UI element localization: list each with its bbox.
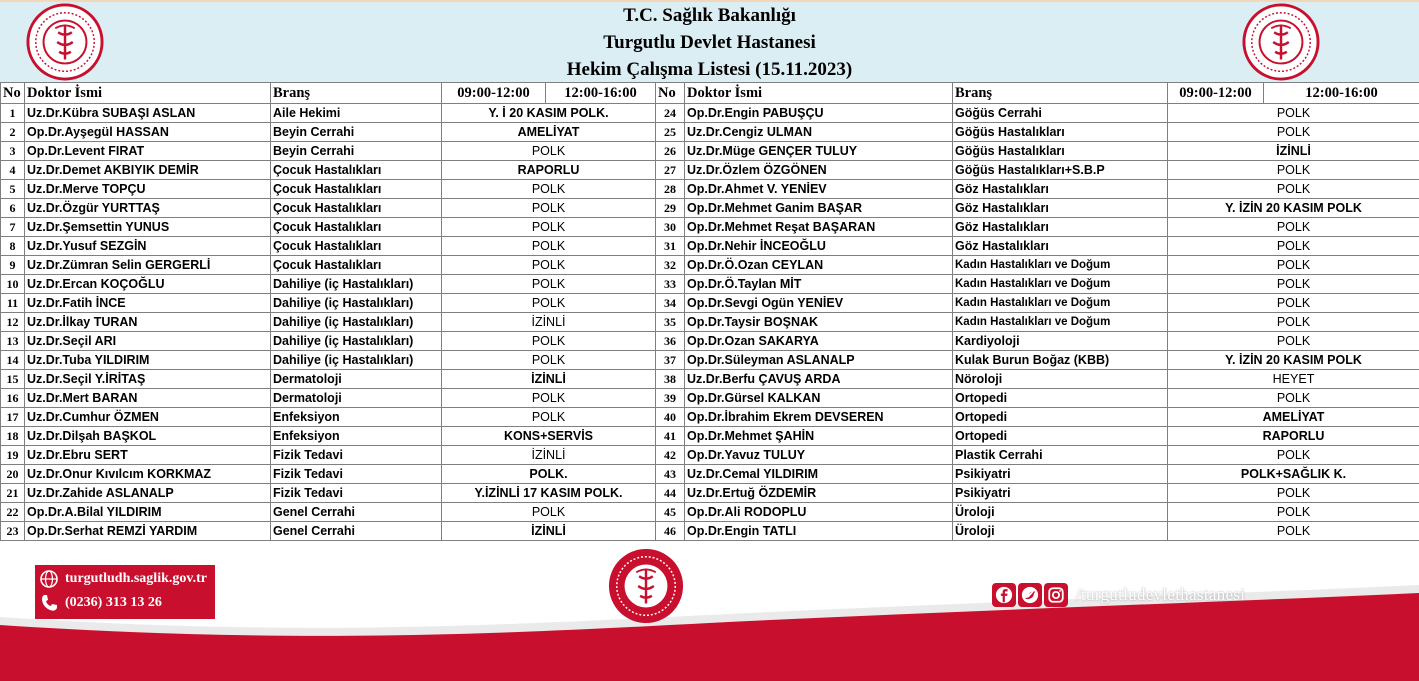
row-number: 11 [1, 294, 25, 313]
row-number: 3 [1, 142, 25, 161]
doctor-name: Op.Dr.Ali RODOPLU [685, 503, 953, 522]
shift-status: POLK [1168, 275, 1419, 294]
branch-name: Dahiliye (iç Hastalıkları) [271, 332, 442, 351]
shift-status: POLK [1168, 484, 1419, 503]
doctor-name: Uz.Dr.Zümran Selin GERGERLİ [25, 256, 271, 275]
doctor-name: Op.Dr.Mehmet Reşat BAŞARAN [685, 218, 953, 237]
row-number: 31 [656, 237, 685, 256]
row-number: 42 [656, 446, 685, 465]
shift-status: POLK [1168, 446, 1419, 465]
table-row [1, 142, 1419, 161]
row-number: 30 [656, 218, 685, 237]
row-number: 46 [656, 522, 685, 541]
table-row [1, 104, 1419, 123]
shift-status: POLK [1168, 161, 1419, 180]
shift-status: HEYET [1168, 370, 1419, 389]
doctor-name: Op.Dr.Ayşegül HASSAN [25, 123, 271, 142]
table-row [1, 351, 1419, 370]
shift-status: POLK [442, 332, 656, 351]
branch-name: Dermatoloji [271, 389, 442, 408]
shift-status: POLK [442, 218, 656, 237]
row-number: 15 [1, 370, 25, 389]
shift-status: POLK [442, 294, 656, 313]
shift-status: KONS+SERVİS [442, 427, 656, 446]
table-row [1, 123, 1419, 142]
branch-name: Dahiliye (iç Hastalıkları) [271, 294, 442, 313]
shift-status: POLK [442, 275, 656, 294]
branch-name: Çocuk Hastalıkları [271, 199, 442, 218]
table-row [1, 446, 1419, 465]
branch-name: Çocuk Hastalıkları [271, 180, 442, 199]
table-row [1, 484, 1419, 503]
branch-name: Üroloji [953, 503, 1168, 522]
doctor-name: Uz.Dr.Mert BARAN [25, 389, 271, 408]
table-row [1, 370, 1419, 389]
branch-name: Psikiyatri [953, 465, 1168, 484]
table-row [1, 408, 1419, 427]
list-title: Hekim Çalışma Listesi (15.11.2023) [566, 59, 853, 80]
doctor-name: Op.Dr.Levent FIRAT [25, 142, 271, 161]
branch-name: Çocuk Hastalıkları [271, 237, 442, 256]
social-handle[interactable]: /turgutludevlethastanesi [1076, 585, 1246, 604]
row-number: 36 [656, 332, 685, 351]
branch-name: Kadın Hastalıkları ve Doğum [953, 313, 1168, 332]
doctor-name: Op.Dr.Gürsel KALKAN [685, 389, 953, 408]
row-number: 23 [1, 522, 25, 541]
table-row [1, 218, 1419, 237]
doctor-name: Op.Dr.A.Bilal YILDIRIM [25, 503, 271, 522]
shift-status: POLK [1168, 237, 1419, 256]
row-number: 35 [656, 313, 685, 332]
row-number: 6 [1, 199, 25, 218]
shift-status: POLK [1168, 256, 1419, 275]
doctor-name: Op.Dr.Ö.Taylan MİT [685, 275, 953, 294]
col-morning-left: 09:00-12:00 [442, 83, 546, 104]
branch-name: Plastik Cerrahi [953, 446, 1168, 465]
contact-box [35, 565, 215, 619]
shift-status: POLK+SAĞLIK K. [1168, 465, 1419, 484]
table-row [1, 180, 1419, 199]
doctor-name: Op.Dr.Taysir BOŞNAK [685, 313, 953, 332]
table-row [1, 465, 1419, 484]
table-row [1, 427, 1419, 446]
branch-name: Göz Hastalıkları [953, 180, 1168, 199]
instagram-icon[interactable] [1044, 583, 1068, 607]
doctor-name: Uz.Dr.Berfu ÇAVUŞ ARDA [685, 370, 953, 389]
doctor-name: Uz.Dr.Özgür YURTTAŞ [25, 199, 271, 218]
doctor-name: Op.Dr.Engin TATLI [685, 522, 953, 541]
branch-name: Beyin Cerrahi [271, 142, 442, 161]
doctor-name: Op.Dr.Serhat REMZİ YARDIM [25, 522, 271, 541]
branch-name: Beyin Cerrahi [271, 123, 442, 142]
branch-name: Göz Hastalıkları [953, 237, 1168, 256]
table-row [1, 313, 1419, 332]
facebook-icon[interactable] [992, 583, 1016, 607]
col-branch-right: Branş [953, 83, 1168, 104]
branch-name: Fizik Tedavi [271, 484, 442, 503]
col-doctor-left: Doktor İsmi [25, 83, 271, 104]
doctor-name: Uz.Dr.Ercan KOÇOĞLU [25, 275, 271, 294]
doctor-name: Uz.Dr.Cemal YILDIRIM [685, 465, 953, 484]
shift-status: AMELİYAT [1168, 408, 1419, 427]
col-afternoon-right: 12:00-16:00 [1264, 83, 1419, 104]
shift-status: POLK [442, 256, 656, 275]
table-row [1, 332, 1419, 351]
row-number: 8 [1, 237, 25, 256]
col-branch-left: Branş [271, 83, 442, 104]
branch-name: Göz Hastalıkları [953, 218, 1168, 237]
shift-status: RAPORLU [1168, 427, 1419, 446]
table-row [1, 256, 1419, 275]
row-number: 5 [1, 180, 25, 199]
doctor-name: Op.Dr.Mehmet Ganim BAŞAR [685, 199, 953, 218]
col-morning-right: 09:00-12:00 [1168, 83, 1264, 104]
branch-name: Ortopedi [953, 427, 1168, 446]
shift-status: POLK [442, 142, 656, 161]
branch-name: Göğüs Hastalıkları [953, 142, 1168, 161]
doctor-name: Uz.Dr.Fatih İNCE [25, 294, 271, 313]
table-row [1, 237, 1419, 256]
col-no-left: No [1, 83, 25, 104]
shift-status: POLK [442, 351, 656, 370]
row-number: 7 [1, 218, 25, 237]
ministry-title: T.C. Sağlık Bakanlığı [623, 5, 796, 26]
shift-status: POLK. [442, 465, 656, 484]
col-doctor-right: Doktor İsmi [685, 83, 953, 104]
shift-status: İZİNLİ [1168, 142, 1419, 161]
shift-status: POLK [1168, 313, 1419, 332]
doctor-name: Op.Dr.Ozan SAKARYA [685, 332, 953, 351]
phone-icon [39, 593, 59, 613]
branch-name: Göğüs Hastalıkları [953, 123, 1168, 142]
shift-status: POLK [1168, 294, 1419, 313]
col-afternoon-left: 12:00-16:00 [546, 83, 656, 104]
row-number: 17 [1, 408, 25, 427]
shift-status: POLK [1168, 180, 1419, 199]
shift-status: POLK [442, 503, 656, 522]
website-row [39, 569, 207, 589]
table-row [1, 294, 1419, 313]
shift-status: POLK [1168, 332, 1419, 351]
row-number: 44 [656, 484, 685, 503]
row-number: 10 [1, 275, 25, 294]
row-number: 21 [1, 484, 25, 503]
row-number: 26 [656, 142, 685, 161]
branch-name: Çocuk Hastalıkları [271, 161, 442, 180]
branch-name: Nöroloji [953, 370, 1168, 389]
branch-name: Genel Cerrahi [271, 522, 442, 541]
ministry-seal-footer [607, 547, 685, 625]
row-number: 32 [656, 256, 685, 275]
row-number: 9 [1, 256, 25, 275]
doctor-name: Uz.Dr.Cengiz ULMAN [685, 123, 953, 142]
doctor-name: Op.Dr.Süleyman ASLANALP [685, 351, 953, 370]
shift-status: İZİNLİ [442, 446, 656, 465]
row-number: 34 [656, 294, 685, 313]
row-number: 38 [656, 370, 685, 389]
header-top-line [0, 0, 1419, 2]
branch-name: Genel Cerrahi [271, 503, 442, 522]
doctor-name: Uz.Dr.Ebru SERT [25, 446, 271, 465]
branch-name: Fizik Tedavi [271, 465, 442, 484]
doctor-name: Op.Dr.Yavuz TULUY [685, 446, 953, 465]
shift-status: İZİNLİ [442, 522, 656, 541]
doctor-name: Op.Dr.Engin PABUŞÇU [685, 104, 953, 123]
row-number: 41 [656, 427, 685, 446]
branch-name: Dahiliye (iç Hastalıkları) [271, 313, 442, 332]
row-number: 1 [1, 104, 25, 123]
shift-status: POLK [442, 237, 656, 256]
shift-status: POLK [1168, 503, 1419, 522]
table-row [1, 275, 1419, 294]
shift-status: Y.İZİNLİ 17 KASIM POLK. [442, 484, 656, 503]
branch-name: Kadın Hastalıkları ve Doğum [953, 275, 1168, 294]
row-number: 22 [1, 503, 25, 522]
doctor-name: Uz.Dr.Seçil ARI [25, 332, 271, 351]
social-links [992, 583, 1245, 607]
shift-status: POLK [442, 389, 656, 408]
branch-name: Göz Hastalıkları [953, 199, 1168, 218]
doctor-name: Uz.Dr.Yusuf SEZGİN [25, 237, 271, 256]
globe-icon [39, 569, 59, 589]
row-number: 20 [1, 465, 25, 484]
row-number: 19 [1, 446, 25, 465]
table-row [1, 161, 1419, 180]
row-number: 14 [1, 351, 25, 370]
shift-status: RAPORLU [442, 161, 656, 180]
row-number: 4 [1, 161, 25, 180]
footer [0, 545, 1419, 681]
table-row [1, 503, 1419, 522]
row-number: 39 [656, 389, 685, 408]
doctor-name: Op.Dr.Sevgi Ogün YENİEV [685, 294, 953, 313]
shift-status: POLK [442, 408, 656, 427]
row-number: 13 [1, 332, 25, 351]
branch-name: Kadın Hastalıkları ve Doğum [953, 256, 1168, 275]
shift-status: POLK [442, 180, 656, 199]
shift-status: POLK [1168, 389, 1419, 408]
shift-status: POLK [1168, 522, 1419, 541]
branch-name: Dahiliye (iç Hastalıkları) [271, 351, 442, 370]
branch-name: Kadın Hastalıkları ve Doğum [953, 294, 1168, 313]
doctor-name: Uz.Dr.Dilşah BAŞKOL [25, 427, 271, 446]
branch-name: Ortopedi [953, 389, 1168, 408]
table-header-row [1, 83, 1419, 104]
branch-name: Enfeksiyon [271, 408, 442, 427]
row-number: 28 [656, 180, 685, 199]
doctor-name: Uz.Dr.Tuba YILDIRIM [25, 351, 271, 370]
branch-name: Dahiliye (iç Hastalıkları) [271, 275, 442, 294]
shift-status: Y. İZİN 20 KASIM POLK [1168, 199, 1419, 218]
doctor-name: Uz.Dr.Ertuğ ÖZDEMİR [685, 484, 953, 503]
branch-name: Dermatoloji [271, 370, 442, 389]
shift-status: POLK [1168, 218, 1419, 237]
branch-name: Kulak Burun Boğaz (KBB) [953, 351, 1168, 370]
branch-name: Göğüs Cerrahi [953, 104, 1168, 123]
schedule-table [0, 82, 1419, 541]
branch-name: Aile Hekimi [271, 104, 442, 123]
doctor-name: Op.Dr.Mehmet ŞAHİN [685, 427, 953, 446]
branch-name: Çocuk Hastalıkları [271, 218, 442, 237]
row-number: 12 [1, 313, 25, 332]
row-number: 18 [1, 427, 25, 446]
row-number: 37 [656, 351, 685, 370]
shift-status: AMELİYAT [442, 123, 656, 142]
table-row [1, 522, 1419, 541]
row-number: 24 [656, 104, 685, 123]
branch-name: Psikiyatri [953, 484, 1168, 503]
doctor-name: Uz.Dr.Zahide ASLANALP [25, 484, 271, 503]
branch-name: Kardiyoloji [953, 332, 1168, 351]
branch-name: Göğüs Hastalıkları+S.B.P [953, 161, 1168, 180]
shift-status: Y. İ 20 KASIM POLK. [442, 104, 656, 123]
doctor-name: Uz.Dr.Kübra SUBAŞI ASLAN [25, 104, 271, 123]
doctor-name: Uz.Dr.Demet AKBIYIK DEMİR [25, 161, 271, 180]
shift-status: İZİNLİ [442, 313, 656, 332]
doctor-name: Uz.Dr.Müge GENÇER TULUY [685, 142, 953, 161]
header [0, 0, 1419, 82]
row-number: 16 [1, 389, 25, 408]
row-number: 25 [656, 123, 685, 142]
shift-status: POLK [1168, 104, 1419, 123]
doctor-name: Uz.Dr.Özlem ÖZGÖNEN [685, 161, 953, 180]
branch-name: Üroloji [953, 522, 1168, 541]
branch-name: Fizik Tedavi [271, 446, 442, 465]
doctor-name: Uz.Dr.Şemsettin YUNUS [25, 218, 271, 237]
row-number: 27 [656, 161, 685, 180]
row-number: 33 [656, 275, 685, 294]
doctor-name: Uz.Dr.Seçil Y.İRİTAŞ [25, 370, 271, 389]
row-number: 2 [1, 123, 25, 142]
shift-status: POLK [1168, 123, 1419, 142]
branch-name: Enfeksiyon [271, 427, 442, 446]
row-number: 43 [656, 465, 685, 484]
hospital-title: Turgutlu Devlet Hastanesi [603, 32, 816, 53]
table-row [1, 199, 1419, 218]
col-no-right: No [656, 83, 685, 104]
branch-name: Çocuk Hastalıkları [271, 256, 442, 275]
doctor-name: Op.Dr.Nehir İNCEOĞLU [685, 237, 953, 256]
twitter-icon[interactable] [1018, 583, 1042, 607]
doctor-name: Op.Dr.Ahmet V. YENİEV [685, 180, 953, 199]
row-number: 29 [656, 199, 685, 218]
branch-name: Ortopedi [953, 408, 1168, 427]
table-row [1, 389, 1419, 408]
phone-row [39, 593, 162, 613]
doctor-name: Uz.Dr.Merve TOPÇU [25, 180, 271, 199]
doctor-name: Uz.Dr.Cumhur ÖZMEN [25, 408, 271, 427]
row-number: 40 [656, 408, 685, 427]
doctor-name: Op.Dr.Ö.Ozan CEYLAN [685, 256, 953, 275]
doctor-name: Uz.Dr.Onur Kıvılcım KORKMAZ [25, 465, 271, 484]
shift-status: Y. İZİN 20 KASIM POLK [1168, 351, 1419, 370]
website-link[interactable]: turgutludh.saglik.gov.tr [65, 571, 207, 586]
doctor-name: Uz.Dr.İlkay TURAN [25, 313, 271, 332]
doctor-name: Op.Dr.İbrahim Ekrem DEVSEREN [685, 408, 953, 427]
shift-status: POLK [442, 199, 656, 218]
phone-number[interactable]: (0236) 313 13 26 [65, 595, 162, 610]
shift-status: İZİNLİ [442, 370, 656, 389]
row-number: 45 [656, 503, 685, 522]
